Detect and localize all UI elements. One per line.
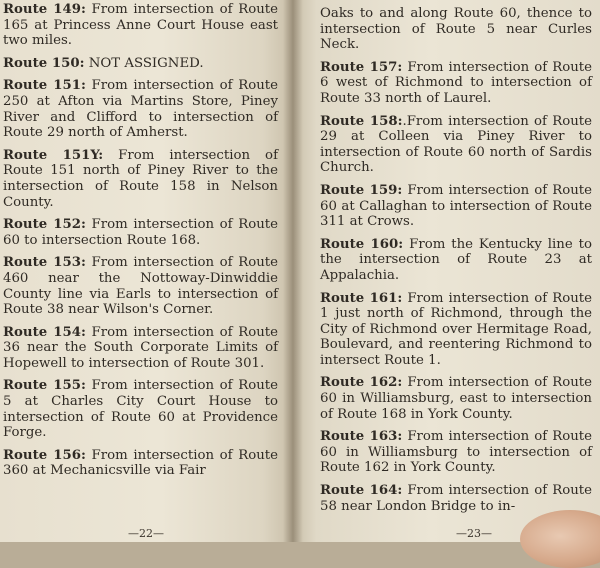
route-entry-163 bbox=[320, 429, 592, 476]
route-number: Route 155: bbox=[3, 378, 86, 394]
page-number-right: —23— bbox=[456, 527, 492, 540]
route-entry-158 bbox=[320, 114, 592, 176]
route-description: From intersection of Route 6 west of Richmond to intersection of Route 33 north of Laurel. bbox=[320, 59, 593, 106]
route-entry-162 bbox=[320, 375, 592, 422]
route-number: Route 157: bbox=[320, 59, 403, 75]
route-number: Route 158: bbox=[320, 113, 403, 129]
route-entry-149 bbox=[3, 2, 278, 49]
route-entry-159 bbox=[320, 183, 592, 230]
route-description: From intersection of Route 250 at Afton via Martins Store, Piney River and Clifford to intersection of Route 29 north of Amherst. bbox=[3, 78, 279, 141]
route-description: NOT ASSIGNED. bbox=[84, 55, 204, 71]
route-continuation: Oaks to and along Route 60, thence to intersection of Route 5 near Curles Neck. bbox=[320, 6, 592, 53]
route-entry-151y bbox=[3, 148, 278, 210]
route-number: Route 160: bbox=[320, 236, 404, 252]
route-description: From intersection of Route 58 near London Bridge to in- bbox=[320, 483, 593, 514]
route-entry-164 bbox=[320, 483, 592, 514]
route-description: From intersection of Route 360 at Mechanicsville via Fair bbox=[3, 447, 279, 479]
route-number: Route 151Y: bbox=[3, 147, 104, 163]
left-page bbox=[0, 0, 292, 542]
route-number: Route 156: bbox=[3, 447, 86, 463]
route-entry-155 bbox=[3, 378, 278, 440]
route-number: Route 161: bbox=[320, 290, 403, 306]
route-number: Route 164: bbox=[320, 483, 403, 499]
book-gutter bbox=[283, 0, 303, 542]
route-number: Route 151: bbox=[3, 78, 86, 94]
right-page bbox=[292, 0, 600, 542]
route-description: From the Kentucky line to the intersection of Route 23 at Appalachia. bbox=[320, 236, 593, 283]
route-description: From intersection of Route 60 at Callaghan to intersection of Route 311 at Crows. bbox=[320, 182, 593, 230]
route-number: Route 159: bbox=[320, 182, 403, 198]
route-description: .From intersection of Route 29 at Colleen via Piney River to intersection of Route 60 north of Sardis Church. bbox=[320, 113, 592, 176]
route-number: Route 153: bbox=[3, 255, 86, 271]
route-description: From intersection of Route 60 in Williamsburg to intersection of Route 162 in York County. bbox=[320, 429, 593, 476]
route-entry-161 bbox=[320, 291, 592, 369]
route-description: From intersection of Route 5 at Charles City Court House to intersection of Route 60 at Providence Forge. bbox=[3, 378, 279, 441]
route-description: From intersection of Route 151 north of Piney River to the intersection of Route 158 in Nelson County. bbox=[3, 147, 278, 210]
route-entry-160 bbox=[320, 237, 592, 284]
route-description: From intersection of Route 60 in Williamsburg, east to intersection of Route 168 in York County. bbox=[320, 375, 593, 422]
route-description: From intersection of Route 460 near the Nottoway-Dinwiddie County line via Earls to intersection of Route 38 near Wilson's Corner. bbox=[3, 255, 279, 318]
route-entry-154 bbox=[3, 325, 278, 372]
thumb-image bbox=[520, 510, 600, 568]
route-entry-151 bbox=[3, 78, 278, 140]
route-number: Route 149: bbox=[3, 2, 86, 17]
route-number: Route 152: bbox=[3, 217, 86, 233]
route-number: Route 150: bbox=[3, 55, 85, 71]
route-number: Route 154: bbox=[3, 324, 86, 340]
route-entry-153 bbox=[3, 255, 278, 317]
route-description: From intersection of Route 1 just north of Richmond, through the City of Richmond over Hermitage Road, Boulevard, and reentering Richmond to intersect Route 1. bbox=[320, 290, 593, 368]
route-entry-157 bbox=[320, 60, 592, 107]
route-entry-150 bbox=[3, 56, 278, 72]
page-number-left: —22— bbox=[128, 527, 164, 540]
route-description: From intersection of Route 36 near the South Corporate Limits of Hopewell to intersection of Route 301. bbox=[3, 324, 279, 371]
route-entry-152 bbox=[3, 217, 278, 248]
route-description: From intersection of Route 60 to intersection Route 168. bbox=[3, 217, 279, 248]
route-number: Route 162: bbox=[320, 375, 403, 391]
route-entry-156 bbox=[3, 448, 278, 479]
route-number: Route 163: bbox=[320, 429, 403, 445]
route-description: From intersection of Route 165 at Princess Anne Court House east two miles. bbox=[3, 2, 279, 49]
